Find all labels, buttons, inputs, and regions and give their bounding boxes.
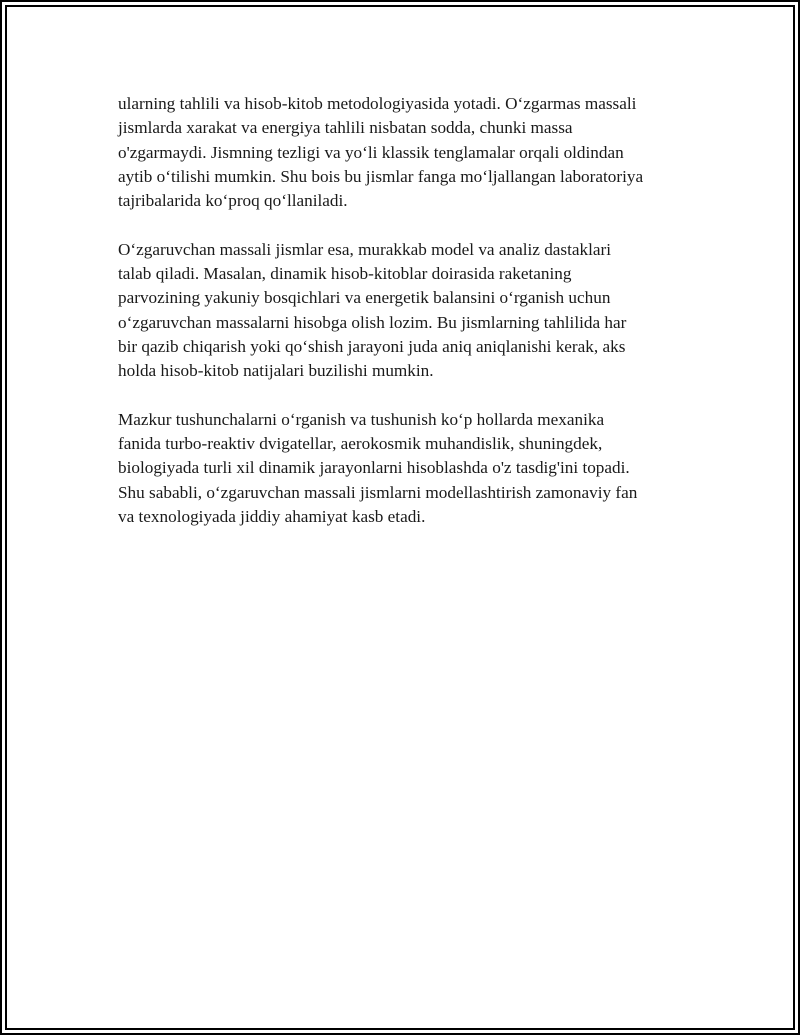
paragraph-1: ularning tahlili va hisob-kitob metodologiyasida yotadi. O‘zgarmas massali jismlarda xarakat va energiya tahlili nisbatan sodda, chunki massa o'zgarmaydi. Jismning tezligi va yo‘li klassik tenglamalar orqali oldindan aytib o‘tilishi mumkin. Shu bois bu jismlar fanga mo‘ljallangan laboratoriya tajribalarida ko‘proq qo‘llaniladi.: [118, 94, 644, 211]
paragraph-2: O‘zgaruvchan massali jismlar esa, murakkab model va analiz dastaklari talab qiladi. Masalan, dinamik hisob-kitoblar doirasida raketaning parvozining yakuniy bosqichlari va energetik balansini o‘rganish uchun o‘zgaruvchan massalarni hisobga olish lozim. Bu jismlarning tahlilida har bir qazib chiqarish yoki qo‘shish jarayoni juda aniq aniqlanishi kerak, aks holda hisob-kitob natijalari buzilishi mumkin.: [118, 239, 627, 381]
document-body: [118, 92, 698, 554]
paragraph-3: Mazkur tushunchalarni o‘rganish va tushunish ko‘p hollarda mexanika fanida turbo-reaktiv dvigatellar, aerokosmik muhandislik, shuningdek, biologiyada turli xil dinamik jarayonlarni hisoblashda o'z tasdig'ini topadi. Shu sababli, o‘zgaruvchan massali jismlarni modellashtirish zamonaviy fan va texnologiyada jiddiy ahamiyat kasb etadi.: [118, 409, 638, 527]
